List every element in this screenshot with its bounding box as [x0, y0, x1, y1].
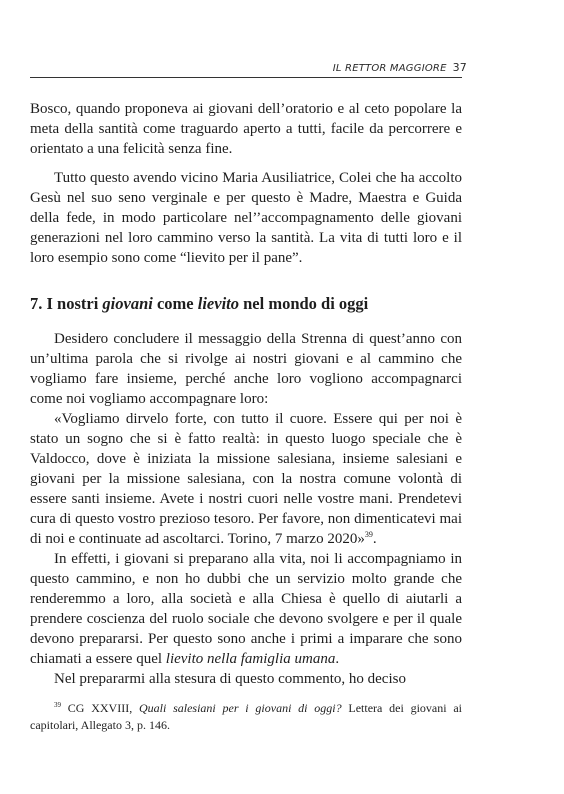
section-heading	[30, 293, 462, 315]
quote-text: «Vogliamo dirvelo forte, con tutto il cuore. Essere qui per noi è stato un sogno che si è fatto realtà: in questo luogo speciale che è Valdocco, dove è iniziata la missione salesiana, insieme salesiani e giovani per la missione salesiana, con la nostra comune volontà di essere santi insieme. Avete i nostri cuori nelle vostre mani. Prendetevi cura di questo vostro prezioso tesoro. Per favore, non dimenticatevi mai di noi e continuate ad ascoltarci. Torino, 7 marzo 2020»	[30, 411, 462, 547]
footnote-title: Quali salesiani per i giovani di oggi?	[138, 701, 342, 715]
paragraph-continuation: Bosco, quando proponeva ai giovani dell’oratorio e al ceto popolare la meta della santità come traguardo aperto a tutti, facile da percorrere e orientato a una felicità senza fine.	[30, 101, 462, 157]
paragraph-preparation-emphasis: lievito nella famiglia umana	[165, 651, 336, 667]
footnote-text-end: Lettera dei giovani ai capitolari, Allegato 3, p. 146.	[30, 701, 463, 732]
section-heading-number: 7. I nostri	[30, 294, 103, 313]
paragraph-conclusion-intro: Desidero concludere il messaggio della Strenna di quest’anno con un’ultima parola che si rivolge ai nostri giovani e al cammino che vogliamo fare insieme, perché anche loro vogliono accompagnarci come noi vogliamo accompagnare loro:	[30, 331, 462, 407]
section-heading-mid: come	[152, 294, 198, 313]
footnote-number: 39	[54, 701, 61, 709]
running-title: IL RETTOR MAGGIORE	[332, 63, 447, 74]
youth-quote	[30, 409, 462, 549]
header-rule	[30, 77, 462, 78]
section-heading-word-giovani: giovani	[102, 294, 153, 313]
body-text	[30, 99, 462, 689]
footnote-reference[interactable]: 39	[364, 530, 373, 539]
paragraph-preparation-text: In effetti, i giovani si preparano alla vita, noi li accompagniamo in questo cammino, e non ho dubbi che un servizio molto grande che renderemmo a loro, alla società e alla Chiesa è quello di aiutarli a prendere coscienza del ruolo sociale che devono svolgere e per il quale devono prepararsi. Per questo sono anche i primi a imparare che sono chiamati a essere quel	[30, 551, 462, 667]
section-heading-word-lievito: lievito	[197, 294, 239, 313]
paragraph-maria-ausiliatrice: Tutto questo avendo vicino Maria Ausiliatrice, Colei che ha accolto Gesù nel suo seno verginale e per questo è Madre, Maestra e Guida della fede, in modo particolare nel’’accompagnamento delle giovani generazioni nel loro cammino verso la santità. La vita di tutti loro e il loro esempio sono come “lievito per il pane”.	[30, 170, 462, 266]
paragraph-preparation-end: .	[335, 651, 340, 667]
page-number: 37	[452, 61, 467, 74]
quote-end-punct: .	[372, 531, 377, 547]
footnote-text-start: CG XXVIII,	[61, 701, 139, 715]
quote-text-block	[30, 409, 462, 549]
running-header	[30, 61, 467, 77]
footnote	[30, 700, 462, 734]
section-heading-end: nel mondo di oggi	[238, 294, 369, 313]
paragraph-commento: Nel prepararmi alla stesura di questo commento, ho deciso	[54, 671, 406, 687]
paragraph-preparation	[30, 549, 462, 669]
